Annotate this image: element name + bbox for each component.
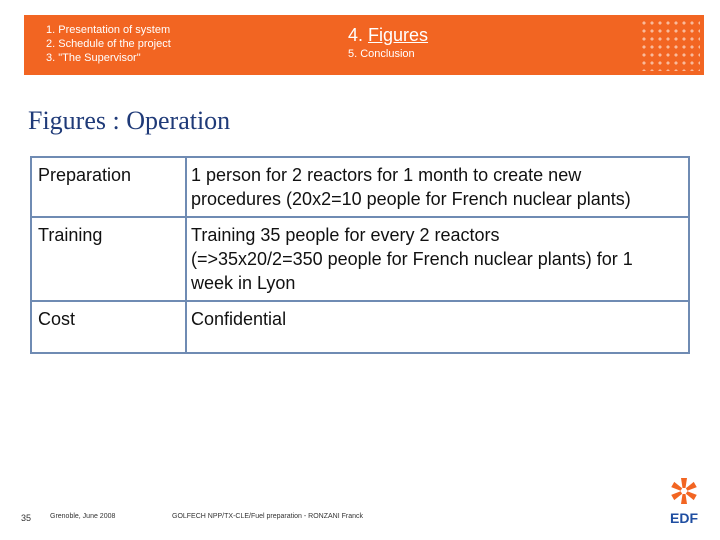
value-line: (=>35x20/2=350 people for French nuclear plants) for 1 bbox=[191, 249, 633, 269]
operation-table bbox=[30, 156, 690, 354]
value-line: Training 35 people for every 2 reactors bbox=[191, 225, 500, 245]
header-banner bbox=[24, 15, 704, 75]
edf-logo-text: EDF bbox=[670, 510, 698, 526]
nav-current-label[interactable]: Figures bbox=[368, 25, 429, 45]
page-number: 35 bbox=[21, 513, 32, 523]
footer-reference: GOLFECH NPP/TX-CLE/Fuel preparation - RONZANI Franck bbox=[172, 513, 363, 520]
value-line: week in Lyon bbox=[191, 273, 296, 293]
footer-location-date: Grenoble, June 2008 bbox=[50, 513, 116, 520]
value-line: procedures (20x2=10 people for French nuclear plants) bbox=[191, 189, 631, 209]
edf-logo bbox=[664, 476, 704, 526]
section-nav bbox=[46, 23, 171, 65]
table-row bbox=[31, 301, 689, 353]
row-label-preparation: Preparation bbox=[31, 157, 186, 217]
dot-pattern bbox=[640, 19, 700, 71]
nav-item-conclusion[interactable]: 5. Conclusion bbox=[348, 48, 415, 60]
row-value-training bbox=[186, 217, 689, 301]
value-line: 1 person for 2 reactors for 1 month to create new bbox=[191, 165, 582, 185]
table-row bbox=[31, 217, 689, 301]
nav-current-number: 4. bbox=[348, 25, 369, 45]
nav-item-supervisor[interactable]: 3. "The Supervisor" bbox=[46, 52, 141, 64]
nav-current-section[interactable] bbox=[348, 24, 428, 46]
row-label-training: Training bbox=[31, 217, 186, 301]
row-value-preparation bbox=[186, 157, 689, 217]
row-value-cost bbox=[186, 301, 689, 353]
value-line: Confidential bbox=[191, 309, 287, 329]
nav-item-schedule[interactable]: 2. Schedule of the project bbox=[46, 38, 171, 50]
nav-item-presentation[interactable]: 1. Presentation of system bbox=[46, 24, 171, 36]
edf-logo-icon bbox=[664, 476, 704, 526]
page-title: Figures : Operation bbox=[28, 106, 231, 135]
row-label-cost: Cost bbox=[31, 301, 186, 353]
table-row bbox=[31, 157, 689, 217]
